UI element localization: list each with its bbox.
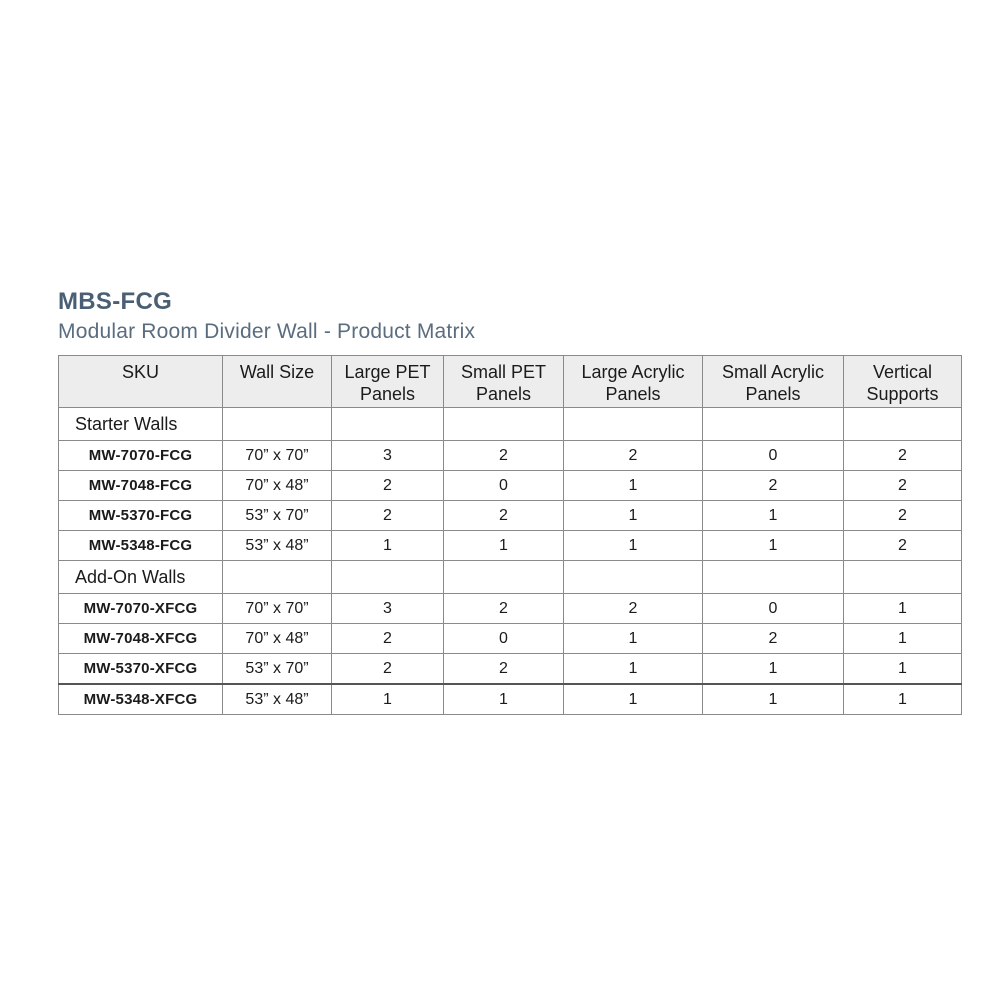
column-header-vertical-supports: Vertical Supports [844, 356, 962, 408]
sku-cell: MW-5348-XFCG [59, 684, 223, 715]
table-row [59, 594, 962, 624]
vertical-supports-cell: 2 [844, 441, 962, 471]
small-acrylic-cell: 1 [703, 501, 844, 531]
table-row [59, 654, 962, 685]
wall-size-cell: 70” x 48” [223, 624, 332, 654]
column-header-sku: SKU [59, 356, 223, 408]
table-row [59, 624, 962, 654]
wall-size-cell: 53” x 70” [223, 501, 332, 531]
vertical-supports-cell: 1 [844, 654, 962, 685]
small-pet-cell: 2 [444, 441, 564, 471]
sku-cell: MW-5370-XFCG [59, 654, 223, 685]
small-pet-cell: 0 [444, 471, 564, 501]
group-row-starter-walls [59, 408, 962, 441]
table-row [59, 531, 962, 561]
vertical-supports-cell: 2 [844, 531, 962, 561]
group-label: Starter Walls [59, 408, 223, 441]
sku-cell: MW-7070-XFCG [59, 594, 223, 624]
table-header-row [59, 356, 962, 408]
small-pet-cell: 2 [444, 501, 564, 531]
small-acrylic-cell: 1 [703, 684, 844, 715]
vertical-supports-cell: 1 [844, 684, 962, 715]
column-header-small-acrylic-panels: Small Acrylic Panels [703, 356, 844, 408]
table-row [59, 684, 962, 715]
sku-cell: MW-5348-FCG [59, 531, 223, 561]
product-matrix-table [58, 355, 962, 715]
large-pet-cell: 2 [332, 624, 444, 654]
group-label: Add-On Walls [59, 561, 223, 594]
large-pet-cell: 3 [332, 441, 444, 471]
small-acrylic-cell: 0 [703, 441, 844, 471]
wall-size-cell: 70” x 70” [223, 441, 332, 471]
column-header-large-pet-panels: Large PET Panels [332, 356, 444, 408]
sku-cell: MW-7070-FCG [59, 441, 223, 471]
wall-size-cell: 53” x 70” [223, 654, 332, 685]
large-acrylic-cell: 1 [564, 501, 703, 531]
large-pet-cell: 2 [332, 501, 444, 531]
large-pet-cell: 2 [332, 654, 444, 685]
document-subtitle: Modular Room Divider Wall - Product Matrix [58, 320, 476, 343]
large-acrylic-cell: 1 [564, 684, 703, 715]
small-pet-cell: 2 [444, 594, 564, 624]
group-row-add-on-walls [59, 561, 962, 594]
wall-size-cell: 53” x 48” [223, 531, 332, 561]
large-acrylic-cell: 2 [564, 594, 703, 624]
wall-size-cell: 70” x 70” [223, 594, 332, 624]
small-pet-cell: 0 [444, 624, 564, 654]
column-header-small-pet-panels: Small PET Panels [444, 356, 564, 408]
large-pet-cell: 3 [332, 594, 444, 624]
large-pet-cell: 1 [332, 684, 444, 715]
table-row [59, 471, 962, 501]
sku-cell: MW-5370-FCG [59, 501, 223, 531]
sku-cell: MW-7048-XFCG [59, 624, 223, 654]
large-acrylic-cell: 1 [564, 654, 703, 685]
column-header-wall-size: Wall Size [223, 356, 332, 408]
vertical-supports-cell: 1 [844, 594, 962, 624]
wall-size-cell: 53” x 48” [223, 684, 332, 715]
wall-size-cell: 70” x 48” [223, 471, 332, 501]
small-pet-cell: 2 [444, 654, 564, 685]
table-row [59, 501, 962, 531]
small-pet-cell: 1 [444, 684, 564, 715]
column-header-large-acrylic-panels: Large Acrylic Panels [564, 356, 703, 408]
small-pet-cell: 1 [444, 531, 564, 561]
small-acrylic-cell: 0 [703, 594, 844, 624]
vertical-supports-cell: 2 [844, 501, 962, 531]
large-acrylic-cell: 1 [564, 531, 703, 561]
large-acrylic-cell: 1 [564, 624, 703, 654]
large-acrylic-cell: 1 [564, 471, 703, 501]
small-acrylic-cell: 1 [703, 654, 844, 685]
small-acrylic-cell: 1 [703, 531, 844, 561]
sku-cell: MW-7048-FCG [59, 471, 223, 501]
document-title: MBS-FCG [58, 288, 173, 315]
small-acrylic-cell: 2 [703, 471, 844, 501]
vertical-supports-cell: 2 [844, 471, 962, 501]
large-pet-cell: 1 [332, 531, 444, 561]
small-acrylic-cell: 2 [703, 624, 844, 654]
table-row [59, 441, 962, 471]
vertical-supports-cell: 1 [844, 624, 962, 654]
large-acrylic-cell: 2 [564, 441, 703, 471]
large-pet-cell: 2 [332, 471, 444, 501]
